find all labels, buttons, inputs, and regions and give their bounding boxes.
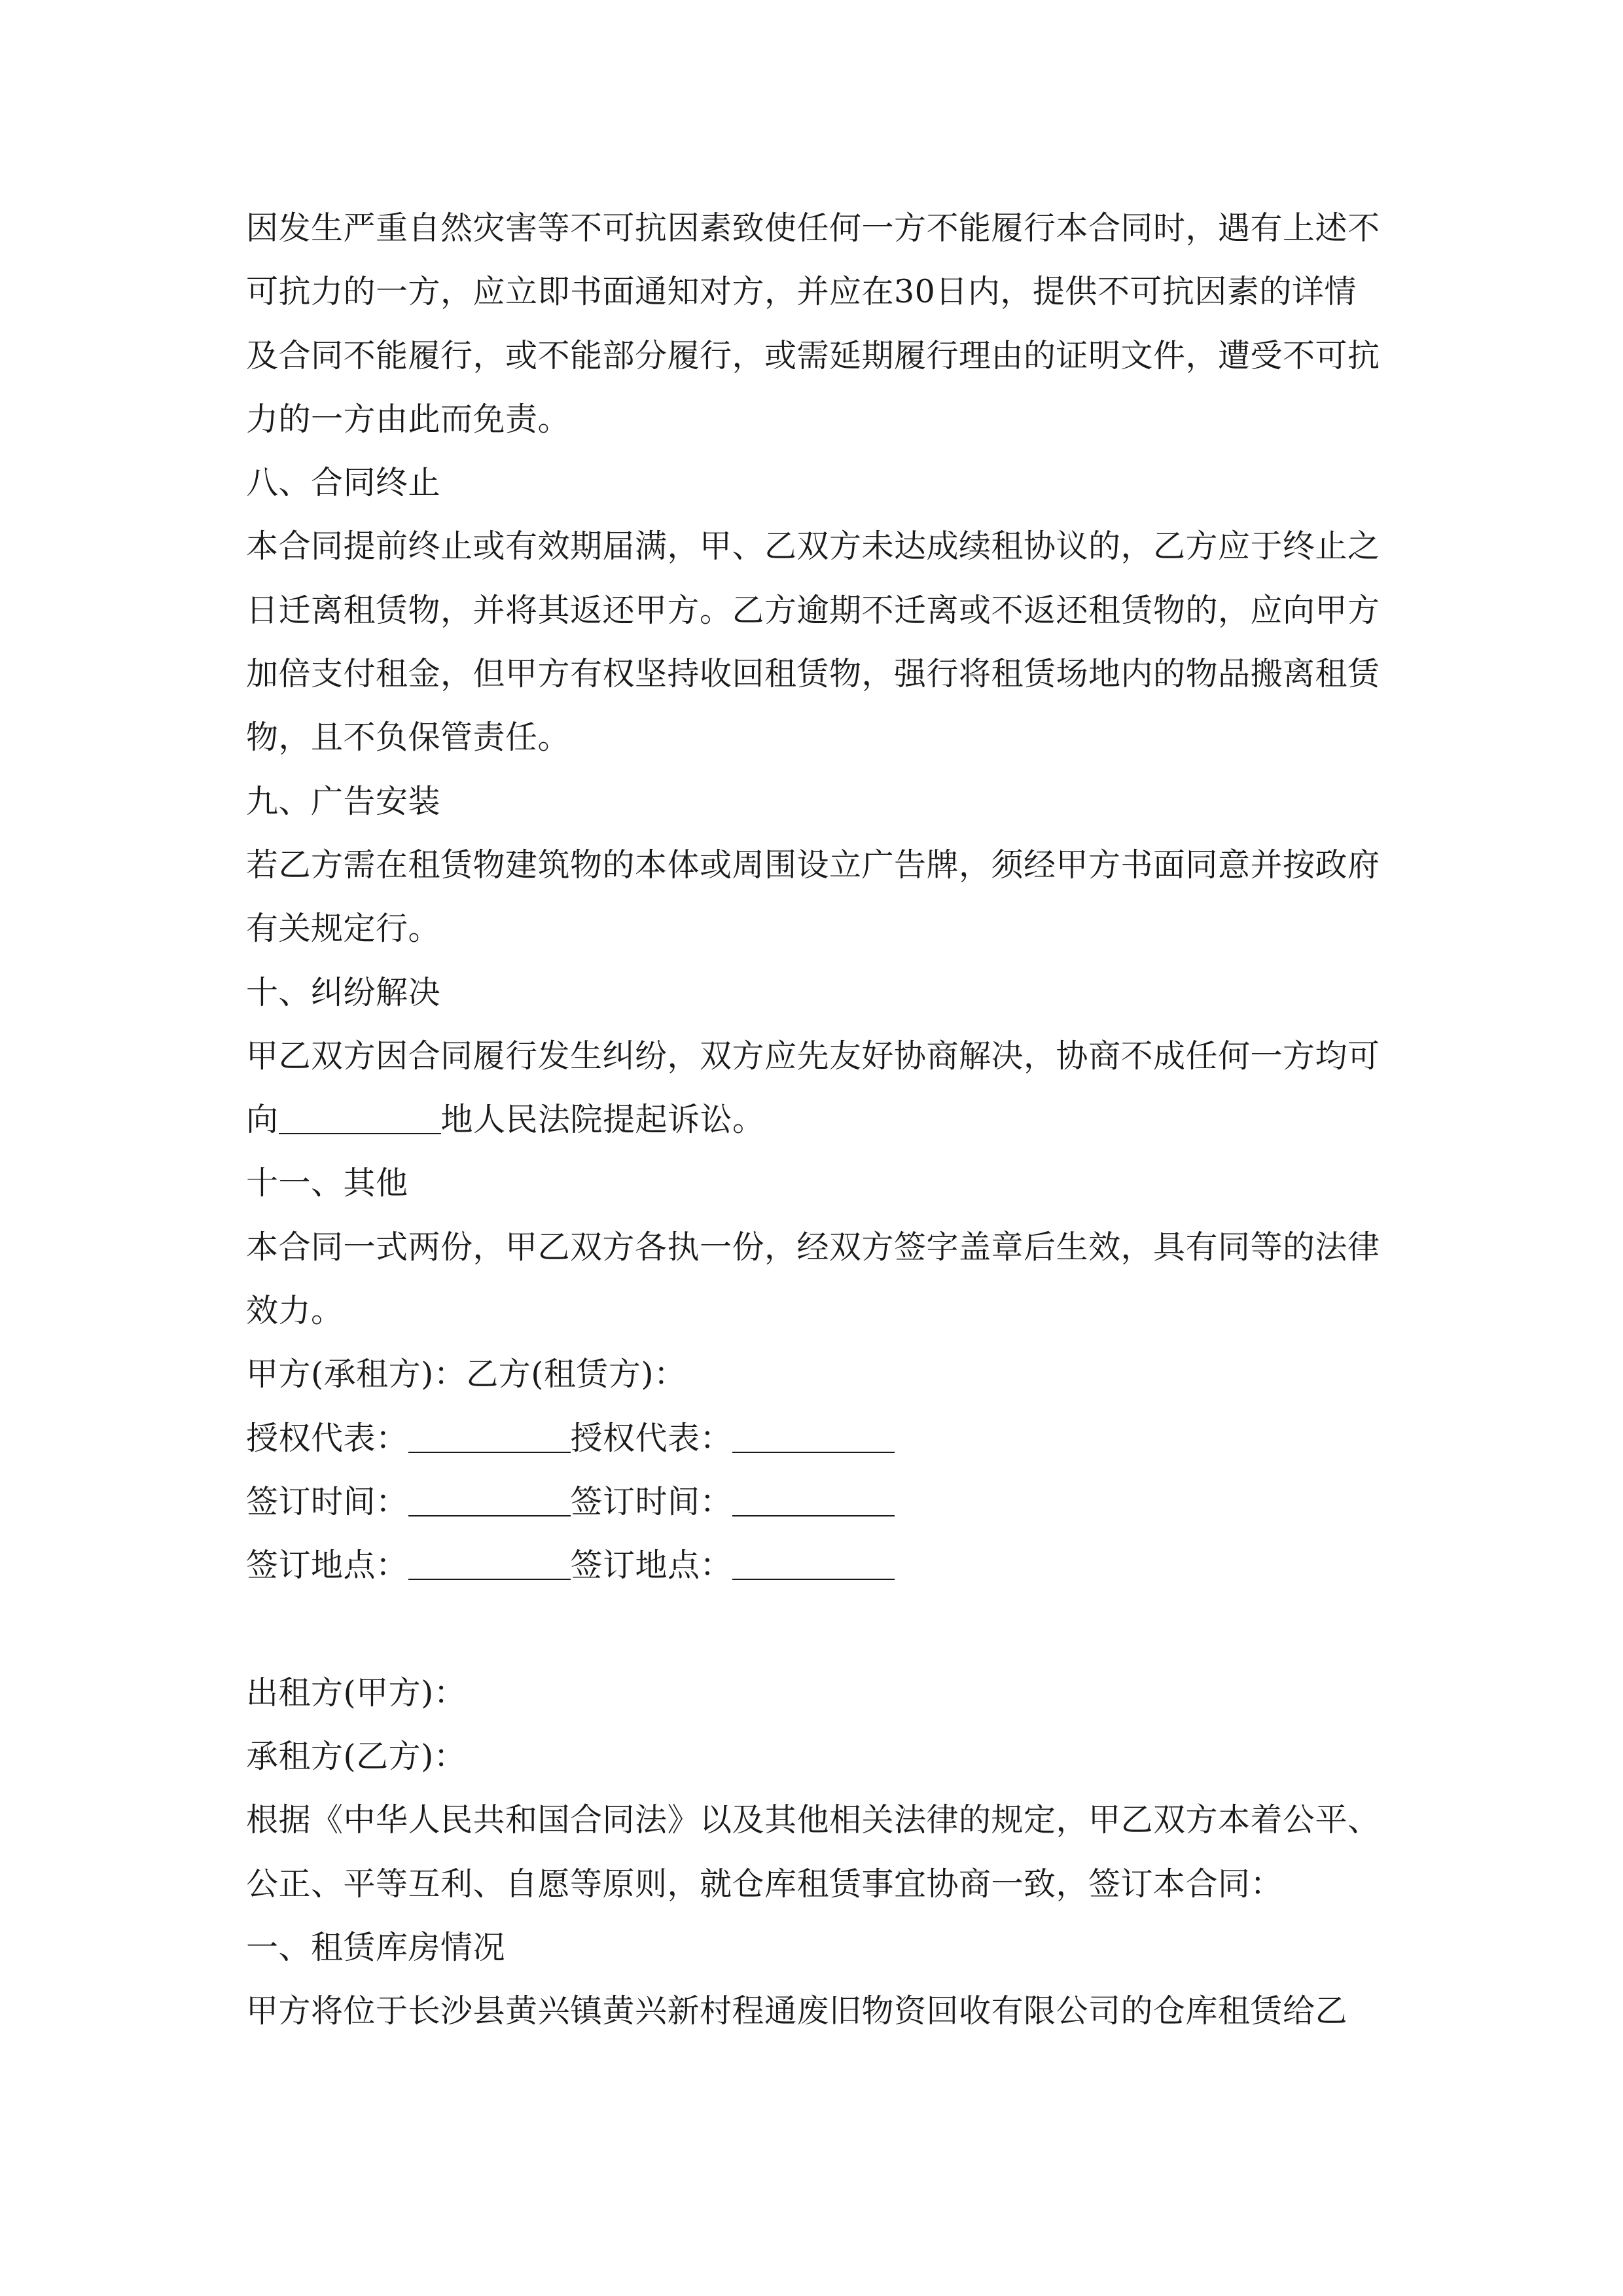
court-line — [246, 1088, 1385, 1151]
sign-blank-left — [408, 1451, 571, 1453]
court-prefix: 向 — [246, 1101, 279, 1139]
sign-blank-left — [408, 1515, 571, 1516]
paragraph-line: 甲乙双方因合同履行发生纠纷，双方应先友好协商解决，协商不成任何一方均可 — [246, 1037, 1380, 1075]
section-heading-disputes: 十、纠纷解决 — [246, 973, 441, 1011]
signature-row-representative — [246, 1407, 1385, 1470]
court-suffix: 地人民法院提起诉讼。 — [440, 1101, 765, 1139]
sign-label-right: 签订地点： — [570, 1547, 733, 1585]
sign-blank-right — [732, 1578, 895, 1580]
sign-blank-left — [408, 1578, 571, 1580]
paragraph-line: 若乙方需在租赁物建筑物的本体或周围设立广告牌，须经甲方书面同意并按政府 — [246, 846, 1380, 884]
court-blank — [279, 1132, 441, 1134]
signature-row-date — [246, 1470, 1385, 1534]
sign-label-right: 签订时间： — [570, 1482, 733, 1520]
sign-label-left: 签订地点： — [246, 1547, 408, 1585]
paragraph-line: 效力。 — [246, 1292, 344, 1330]
paragraph-line: 有关规定行。 — [246, 910, 441, 948]
paragraph-line: 根据《中华人民共和国合同法》以及其他相关法律的规定，甲乙双方本着公平、 — [246, 1801, 1380, 1839]
paragraph-line: 甲方将位于长沙县黄兴镇黄兴新村程通废旧物资回收有限公司的仓库租赁给乙 — [246, 1992, 1348, 2030]
section-heading-advertising: 九、广告安装 — [246, 782, 441, 820]
paragraph-line: 物，且不负保管责任。 — [246, 719, 571, 757]
parties-line: 甲方(承租方)：乙方(租赁方)： — [246, 1355, 687, 1393]
blank-gap — [246, 1598, 1385, 1661]
paragraph-line: 本合同一式两份，甲乙双方各执一份，经双方签字盖章后生效，具有同等的法律 — [246, 1228, 1380, 1266]
paragraph-line: 加倍支付租金，但甲方有权坚持收回租赁物，强行将租赁场地内的物品搬离租赁 — [246, 655, 1380, 693]
signature-row-place — [246, 1534, 1385, 1597]
section-heading-termination: 八、合同终止 — [246, 464, 441, 502]
paragraph-line: 力的一方由此而免责。 — [246, 400, 571, 438]
paragraph-line: 公正、平等互利、自愿等原则，就仓库租赁事宜协商一致，签订本合同： — [246, 1865, 1283, 1903]
sign-label-right: 授权代表： — [570, 1419, 733, 1457]
sign-blank-right — [732, 1515, 895, 1516]
paragraph-line: 因发生严重自然灾害等不可抗因素致使任何一方不能履行本合同时，遇有上述不 — [246, 209, 1380, 247]
sign-label-left: 签订时间： — [246, 1482, 408, 1520]
sign-label-left: 授权代表： — [246, 1419, 408, 1457]
section-heading-other: 十一、其他 — [246, 1164, 408, 1202]
section-heading-warehouse: 一、租赁库房情况 — [246, 1929, 506, 1967]
sign-blank-right — [732, 1451, 895, 1453]
lessor-line: 出租方(甲方)： — [246, 1674, 467, 1712]
lessee-line: 承租方(乙方)： — [246, 1738, 467, 1776]
paragraph-line: 本合同提前终止或有效期届满，甲、乙双方未达成续租协议的，乙方应于终止之 — [246, 528, 1380, 565]
paragraph-line: 及合同不能履行，或不能部分履行，或需延期履行理由的证明文件，遭受不可抗 — [246, 336, 1380, 374]
paragraph-line: 可抗力的一方，应立即书面通知对方，并应在30日内，提供不可抗因素的详情 — [246, 273, 1357, 311]
document-body — [246, 196, 1385, 2043]
paragraph-line: 日迁离租赁物，并将其返还甲方。乙方逾期不迁离或不返还租赁物的，应向甲方 — [246, 591, 1380, 629]
